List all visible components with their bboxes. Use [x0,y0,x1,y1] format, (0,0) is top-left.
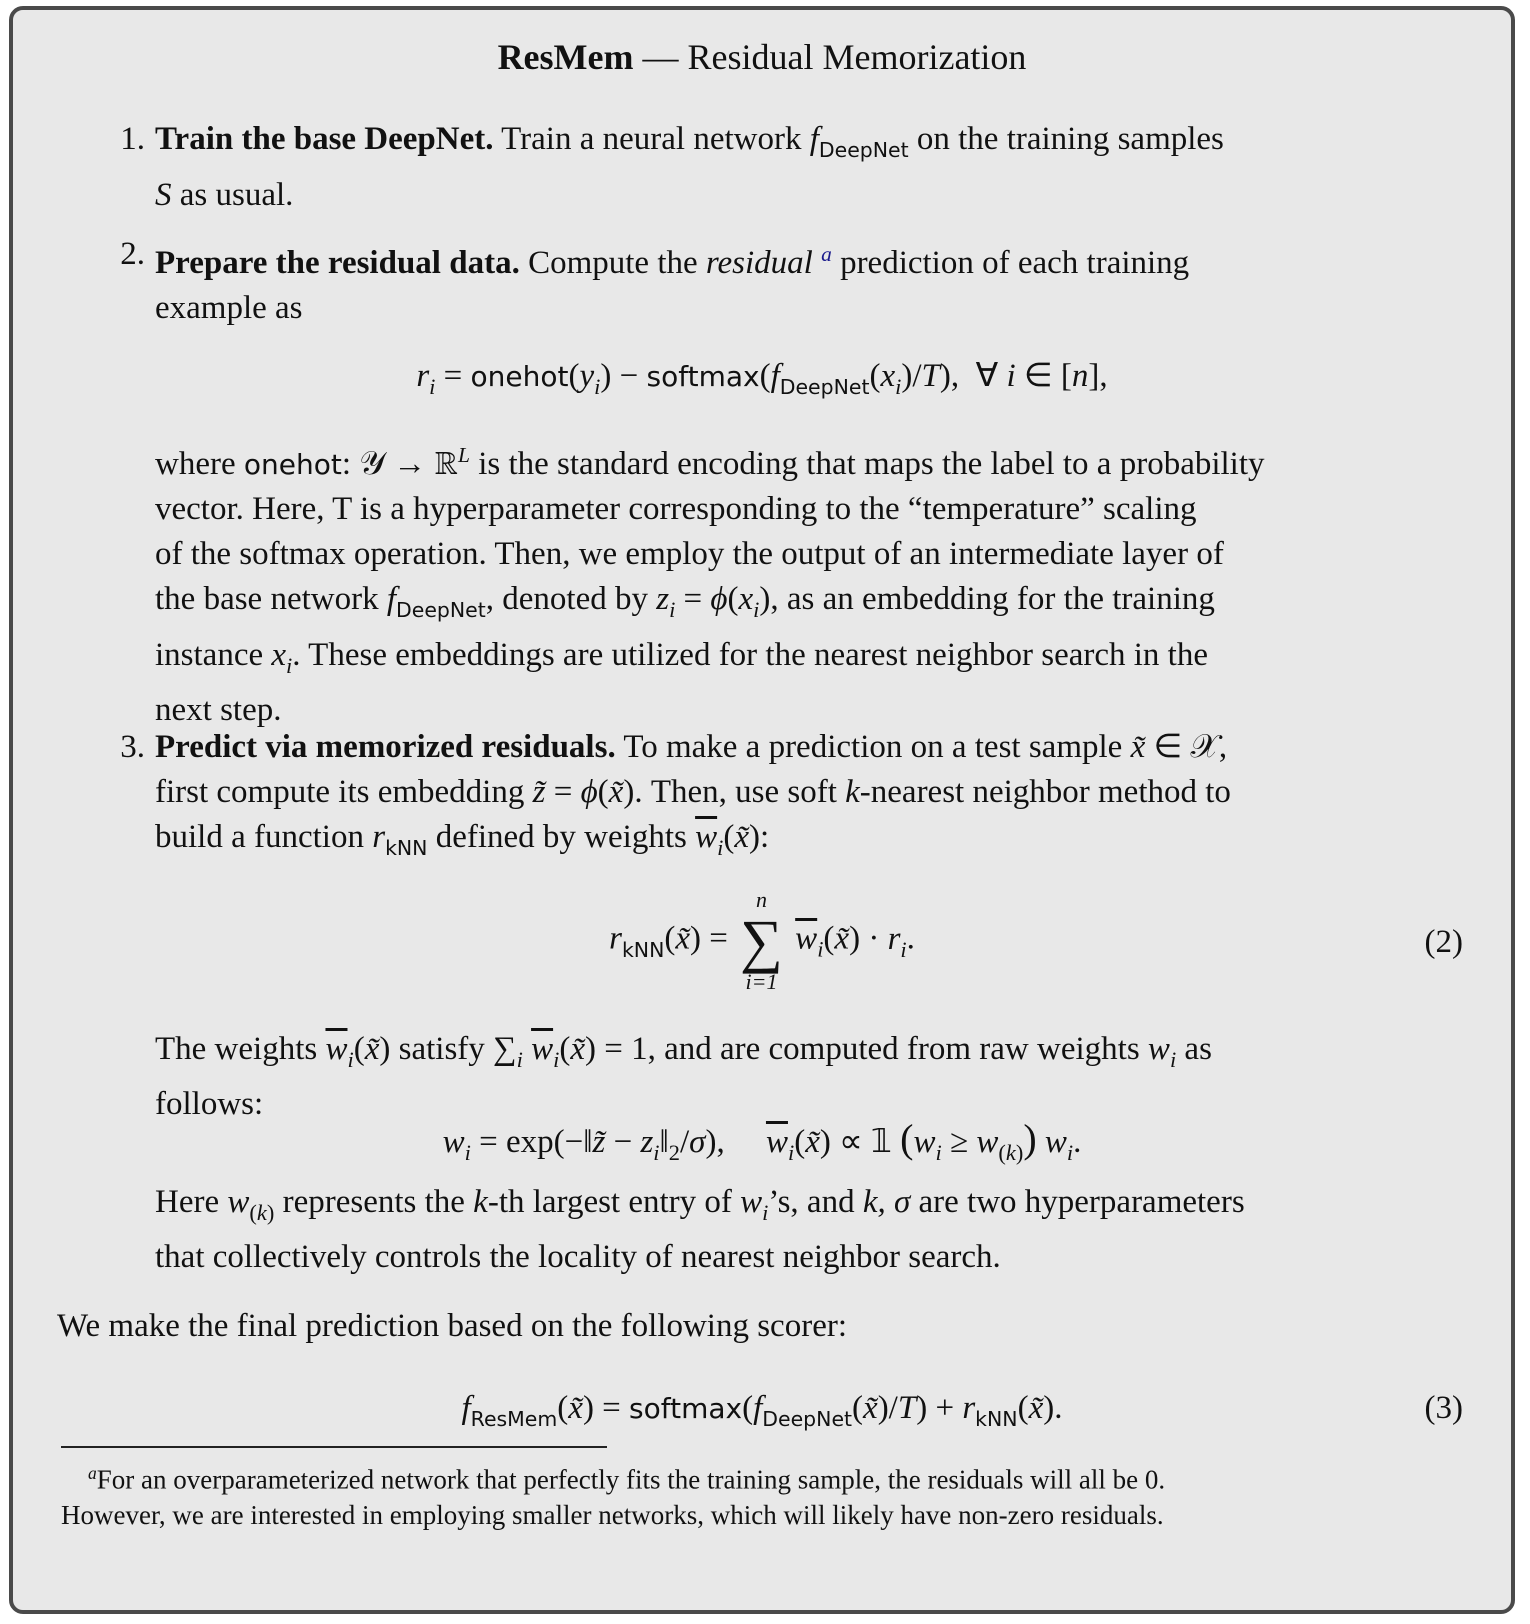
s3-hf: that collectively controls the locality of nearest neighbor search. [155,1238,1001,1275]
s3-wc: , and are computed from raw weights [647,1031,1140,1067]
s2-l1b: is the standard encoding that maps the label to a probability [478,445,1265,482]
step-1-body-after: on the training samples [916,121,1224,157]
s2-l2: vector. Here, T is a hyperparameter corresponding to the “temperature” scaling [155,490,1197,527]
footnote-line2: However, we are interested in employing smaller networks, which will likely have non-zero residuals. [61,1499,1164,1530]
s3-l2b: . Then, use soft [634,774,837,810]
equation-residual: $r_i$ = $onehot(y_i)$ − $softmax(f_{DeepNet}(x_i)/T)$, ∀ i ∈ [n], [416,358,1108,400]
algorithm-title [13,36,1511,78]
s2-l3: of the softmax operation. Then, we employ the output of an intermediate layer of [155,535,1224,572]
step-1-heading: Train the base DeepNet. [155,121,494,157]
step-3-weights: The weights $\overline{w}_i(x̃)$ satisfy $\sum_i$ $\overline{w}_i(x̃) = 1$, and are computed from raw weights $w_i$ as follows: [155,1031,1212,1122]
step-2-text [155,232,1485,331]
s3-ha: Here [155,1184,220,1220]
step-2-line2: example as [155,289,303,326]
title-rest: — Residual Memorization [633,37,1027,77]
s3-we: follows: [155,1085,264,1122]
footnote-rule [61,1446,607,1448]
s3-hc: -th largest entry of [487,1184,732,1220]
step-2-emph: residual [705,244,813,281]
s2-l4c: , as an embedding for the training [770,580,1215,617]
final-text: We make the final prediction based on the following scorer: [57,1308,848,1344]
s2-l6: next step. [155,691,282,728]
s2-l5a: instance [155,636,264,673]
s3-l2c: -nearest neighbor method to [859,774,1231,810]
footnote-line1: For an overparameterized network that perfectly fits the training sample, the residuals will all be 0. [96,1464,1166,1495]
equation-3: $f_{ResMem}(x̃)$ = $softmax(f_{DeepNet}(x̃)/T)$ + $r_{kNN}(x̃)$. [461,1390,1063,1432]
step-2-heading: Prepare the residual data. [155,244,520,281]
s2-l4a: the base network [155,580,379,617]
step-3-text: Predict via memorized residuals. To make a prediction on a test sample x̃ ∈ 𝒳, first compute its embedding z̃ = ϕ(x̃). Then, use soft k-nearest neighbor method to build a function $r_{kNN}$ defined by weights $\overline{w}_i(x̃)$: [155,729,1231,861]
equation-2-number: (2) [1424,924,1463,960]
footnote [61,1456,1481,1533]
s3-hb: represents the [282,1184,465,1220]
s2-l5b: . These embeddings are utilized for the nearest neighbor search in the [292,636,1208,673]
sum-symbol: n ∑ i=1 [740,887,783,994]
step-2-number: 2. [120,236,145,272]
footnote-ref[interactable]: a [821,242,832,266]
step-3-number: 3. [120,729,145,765]
s3-wd: as [1184,1031,1212,1067]
s3-l3b: defined by weights [435,819,687,855]
step-2-paragraph: where onehot: 𝒴 → ℝ$^L$ is the standard encoding that maps the label to a probability vector. Here, T is a hyperparameter corresponding to the “temperature” scaling of the softmax operation. Then, we employ the output of an intermediate layer of the base network $f_{DeepNet}$, denoted by $z_i = \phi(x_i)$, as an embedding for the training instance $x_i$. These embeddings are utilized for the nearest neighbor search in the next step. [155,443,1265,728]
s2-l4b: , denoted by [485,580,648,617]
step-1-number: 1. [120,121,145,157]
s3-hd: ’s, and [768,1184,855,1220]
s3-wa: The weights [155,1031,318,1067]
equation-2: $r_{kNN}(x̃)$ = n ∑ i=1 $\overline{w}_i(x̃) \cdot r_i$. [609,887,915,994]
footnote-mark: a [88,1463,97,1483]
step-1-text: Train the base DeepNet. Train a neural network $f_{DeepNet}$ on the training samples S as usual. [155,121,1224,214]
step-2-body: Compute the [528,244,698,281]
s3-he: are two hyperparameters [918,1184,1245,1220]
s2-l1a: where [155,445,236,482]
step-3-body: To make a prediction on a test sample [623,729,1123,765]
equation-3-number: (3) [1424,1390,1463,1426]
step-1-line2: as usual. [179,177,294,214]
step-3-heading: Predict via memorized residuals. [155,729,616,765]
step-2-body-after: prediction of each training [840,244,1190,281]
step-3-here: Here $w_{(k)}$ represents the k-th largest entry of $w_i’s$, and k, σ are two hyperparameters that collectively controls the locality of nearest neighbor search. [155,1184,1245,1275]
s3-l3a: build a function [155,819,364,855]
title-bold: ResMem [497,37,634,77]
s3-l2a: first compute its embedding [155,774,525,810]
equation-weights: $w_i$ = exp(−‖z̃ − $z_i‖_2/\sigma$), $\overline{w}_i(x̃)$ ∝ 𝟙 $(w_i \ge w_{(k)})$ $w_i$. [442,1116,1082,1165]
algorithm-box [9,6,1515,1614]
s3-wb: satisfy [398,1031,485,1067]
step-1-body: Train a neural network [501,121,802,157]
